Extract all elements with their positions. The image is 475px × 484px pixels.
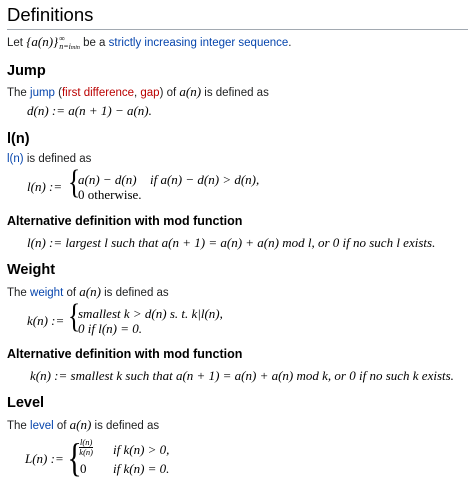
level-brace: { [67, 435, 82, 480]
ln-case1-cond: if a(n) − d(n) > d(n), [150, 172, 260, 187]
alt2-heading: Alternative definition with mod function [7, 347, 243, 361]
weight-lhs: k(n) := [27, 313, 65, 328]
level-frac-den: k(n) [79, 447, 93, 457]
intro-paragraph [7, 34, 291, 52]
sequence-sup: ∞ [59, 33, 65, 43]
ln-case1-expr: a(n) − d(n) [78, 172, 137, 187]
level-heading: Level [7, 395, 45, 411]
jump-heading: Jump [7, 63, 46, 79]
jump-paren-close: ) of [159, 87, 180, 99]
title-divider [7, 29, 468, 30]
alt2-formula: k(n) := smallest k such that a(n + 1) = a(n) + a(n) mod k, or 0 if no such k exists. [30, 368, 454, 383]
weight-brace: { [68, 298, 81, 335]
level-fraction [79, 438, 93, 457]
weight-the: The [7, 287, 31, 299]
jump-paragraph [7, 84, 269, 100]
level-the: The [7, 420, 31, 432]
sequence-base: {a(n)} [26, 34, 59, 49]
weight-of: of [63, 287, 80, 299]
level-case2-val: 0 [80, 461, 87, 476]
ln-case2: 0 otherwise. [78, 187, 142, 202]
weight-tail: is defined as [100, 287, 169, 299]
jump-tail: is defined as [201, 87, 269, 99]
intro-suffix: . [288, 37, 292, 49]
weight-heading: Weight [7, 262, 56, 278]
sequence-subsub: min [70, 44, 80, 51]
gap-link[interactable]: gap [140, 87, 160, 99]
ln-heading: l(n) [7, 131, 30, 147]
level-of-var: a(n) [69, 417, 92, 432]
ln-tail: is defined as [23, 153, 92, 165]
alt1-formula: l(n) := largest l such that a(n + 1) = a(n) + a(n) mod l, or 0 if no such l exists. [27, 235, 436, 250]
jump-formula: d(n) := a(n + 1) − a(n). [27, 103, 152, 118]
sequence-symbol [26, 34, 80, 49]
level-case2-cond: if k(n) = 0. [113, 461, 170, 476]
weight-case1: smallest k > d(n) s. t. k|l(n), [78, 306, 223, 321]
level-lhs: L(n) := [25, 451, 64, 466]
jump-of-var: a(n) [179, 84, 202, 99]
level-of: of [53, 420, 70, 432]
page-title: Definitions [7, 4, 94, 25]
ln-link[interactable]: l(n) [7, 153, 24, 165]
level-frac-num: l(n) [80, 437, 93, 447]
jump-paren-open: ( [54, 87, 62, 99]
weight-of-var: a(n) [79, 284, 101, 299]
level-case1-cond: if k(n) > 0, [113, 442, 170, 457]
ln-lhs: l(n) := [27, 179, 63, 194]
weight-link[interactable]: weight [30, 287, 64, 299]
level-link[interactable]: level [30, 420, 54, 432]
sequence-sub: n=i [59, 41, 71, 51]
intro-middle: be a [79, 37, 109, 49]
alt1-heading: Alternative definition with mod function [7, 214, 243, 228]
jump-comma: , [134, 87, 141, 99]
weight-paragraph [7, 284, 169, 300]
strictly-increasing-link[interactable]: strictly increasing integer sequence [108, 37, 289, 49]
intro-prefix: Let [7, 37, 27, 49]
level-paragraph [7, 417, 159, 433]
weight-case2: 0 if l(n) = 0. [78, 321, 143, 336]
jump-link[interactable]: jump [30, 87, 55, 99]
level-tail: is defined as [91, 420, 160, 432]
first-difference-link[interactable]: first difference [61, 87, 134, 99]
ln-brace: { [68, 164, 81, 201]
jump-the: The [7, 87, 31, 99]
